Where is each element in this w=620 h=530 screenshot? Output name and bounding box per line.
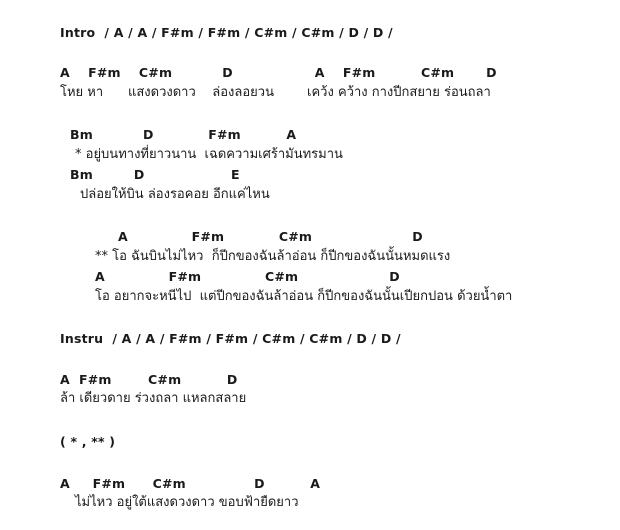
outro-chords: A F#m C#m D A — [60, 476, 321, 491]
repeat-marker: ( * , ** ) — [60, 434, 116, 449]
prechorus2-lyrics: ปล่อยให้บิน ล่องรอคอย อีกแค่ไหน — [80, 187, 270, 202]
prechorus1-chords: Bm D F#m A — [70, 127, 297, 142]
verse1-lyrics: โหย หา แสงดวงดาว ล่องลอยวน เคว้ง คว้าง กางปีกสยาย ร่อนถลา — [60, 85, 491, 100]
prechorus2-chords: Bm D E — [70, 167, 240, 182]
prechorus1-lyrics: * อยู่บนทางที่ยาวนาน เฉดความเศร้ามันทรมาน — [75, 147, 343, 162]
instru-line: Instru / A / A / F#m / F#m / C#m / C#m / D / D / — [60, 331, 401, 346]
chorus2-lyrics: โอ อยากจะหนีไป แต่ปีกของฉันล้าอ่อน ก็ปีกของฉันนั้นเปียกปอน ด้วยน้ำตา — [95, 289, 513, 304]
chorus2-chords: A F#m C#m D — [95, 269, 400, 284]
outro-lyrics: ไม่ไหว อยู่ใต้แสงดวงดาว ขอบฟ้ายืดยาว — [75, 495, 299, 510]
intro-line: Intro / A / A / F#m / F#m / C#m / C#m / D / D / — [60, 25, 393, 40]
bridge-lyrics: ล้า เดียวดาย ร่วงถลา แหลกสลาย — [60, 391, 247, 406]
chorus1-chords: A F#m C#m D — [118, 229, 423, 244]
chorus1-lyrics: ** โอ ฉันบินไม่ไหว ก็ปีกของฉันล้าอ่อน ก็ปีกของฉันนั้นหมดแรง — [95, 249, 451, 264]
verse1-chords: A F#m C#m D A F#m C#m D — [60, 65, 497, 80]
bridge-chords: A F#m C#m D — [60, 372, 238, 387]
